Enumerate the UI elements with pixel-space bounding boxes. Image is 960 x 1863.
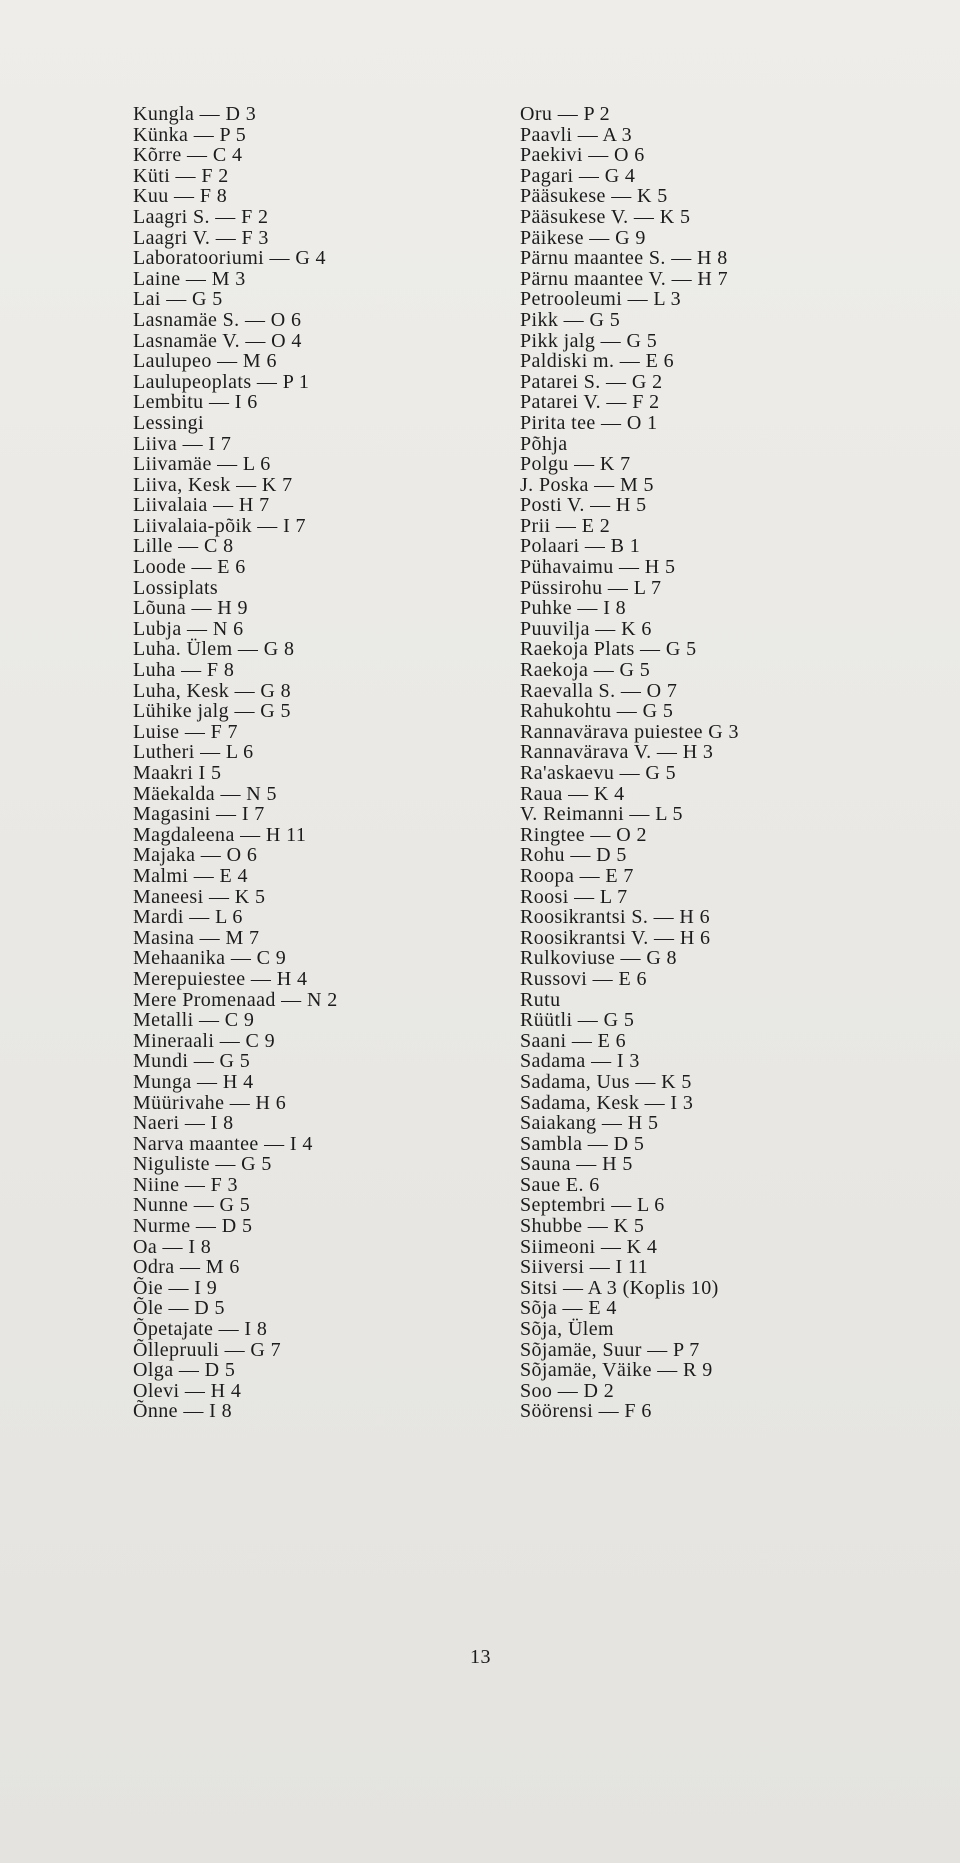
street-index-entry: Puuvilja — K 6 (520, 617, 652, 640)
street-index-entry: Pärnu maantee S. — H 8 (520, 247, 728, 270)
street-index-entry: Polgu — K 7 (520, 453, 631, 476)
street-index-entry: Pääsukese V. — K 5 (520, 205, 691, 228)
street-index-entry: Luha — F 8 (133, 659, 235, 682)
street-index-entry: Sauna — H 5 (520, 1153, 633, 1176)
street-index-entry: Kuu — F 8 (133, 185, 228, 208)
street-index-entry: Lai — G 5 (133, 288, 223, 311)
street-index-entry: Pääsukese — K 5 (520, 185, 668, 208)
street-index-entry: Lessingi (133, 411, 204, 434)
street-index-entry: Lossiplats (133, 576, 219, 599)
street-index-entry: Sõjamäe, Väike — R 9 (520, 1359, 713, 1382)
street-index-entry: Roopa — E 7 (520, 864, 634, 887)
street-index-entry: Merepuiestee — H 4 (133, 967, 308, 990)
street-index-entry: Põhja (520, 432, 568, 455)
street-index-entry: Mineraali — C 9 (133, 1029, 276, 1052)
street-index-entry: Rüütli — G 5 (520, 1009, 635, 1032)
street-index-entry: Petrooleumi — L 3 (520, 288, 682, 311)
street-index-entry: Õnne — I 8 (133, 1400, 232, 1423)
street-index-entry: Sadama — I 3 (520, 1050, 640, 1073)
street-index-entry: Kungla — D 3 (133, 103, 257, 125)
street-index-entry: Lubja — N 6 (133, 617, 244, 640)
street-index-entry: Laine — M 3 (133, 267, 246, 290)
street-index-entry: Küti — F 2 (133, 164, 229, 187)
street-index-entry: Narva maantee — I 4 (133, 1132, 313, 1155)
street-index-entry: Püssirohu — L 7 (520, 576, 662, 599)
street-index-entry: Oru — P 2 (520, 103, 611, 125)
street-index-entry: Masina — M 7 (133, 926, 260, 949)
street-index-entry: Magdaleena — H 11 (133, 823, 307, 846)
street-index-entry: Laulupeo — M 6 (133, 350, 277, 373)
street-index-entry: Ra'askaevu — G 5 (520, 762, 677, 784)
street-index-entry: Oa — I 8 (133, 1235, 212, 1258)
street-index-entry: Söörensi — F 6 (520, 1400, 652, 1423)
street-index-entry: Loode — E 6 (133, 556, 246, 579)
street-index-entry: Soo — D 2 (520, 1379, 615, 1402)
street-index-entry: Mardi — L 6 (133, 906, 243, 929)
street-index-entry: Laagri V. — F 3 (133, 226, 269, 249)
street-index-entry: Munga — H 4 (133, 1070, 254, 1093)
street-index-entry: Pikk jalg — G 5 (520, 329, 658, 352)
street-index-entry: Luha, Kesk — G 8 (133, 679, 292, 702)
street-index-entry: Lutheri — L 6 (133, 741, 254, 764)
street-index-entry: Polaari — B 1 (520, 535, 641, 558)
street-index-entry: Pühavaimu — H 5 (520, 556, 676, 579)
street-index-entry: Niguliste — G 5 (133, 1153, 272, 1176)
street-index-entry: Metalli — C 9 (133, 1009, 255, 1032)
street-index-entry: Rutu (520, 988, 561, 1011)
street-index-entry: Luha. Ülem — G 8 (133, 638, 295, 661)
street-index-entry: Liiva, Kesk — K 7 (133, 473, 293, 496)
street-index-entry: Õle — D 5 (133, 1297, 225, 1320)
street-index-entry: Sõja, Ülem (520, 1318, 614, 1341)
street-index-entry: Puhke — I 8 (520, 597, 627, 620)
street-index-entry: Paldiski m. — E 6 (520, 350, 675, 373)
street-index-entry: Rulkoviuse — G 8 (520, 947, 677, 970)
street-index-entry: Maneesi — K 5 (133, 885, 266, 908)
street-index-entry: Roosikrantsi V. — H 6 (520, 926, 711, 949)
street-index-entry: Sadama, Kesk — I 3 (520, 1091, 694, 1114)
street-index-entry: Russovi — E 6 (520, 967, 647, 990)
street-index-entry: Nurme — D 5 (133, 1215, 253, 1238)
street-index-entry: Mäekalda — N 5 (133, 782, 277, 805)
street-index-entry: Laboratooriumi — G 4 (133, 247, 326, 270)
street-index-entry: Paavli — A 3 (520, 123, 633, 146)
street-index-entry: Lille — C 8 (133, 535, 234, 558)
street-index-entry: Pärnu maantee V. — H 7 (520, 267, 729, 290)
street-index-entry: Olga — D 5 (133, 1359, 236, 1382)
street-index-entry: Kõrre — C 4 (133, 144, 243, 167)
street-index-entry: Roosikrantsi S. — H 6 (520, 906, 711, 929)
street-index-entry: Nunne — G 5 (133, 1194, 251, 1217)
street-index-entry: Lasnamäe V. — O 4 (133, 329, 302, 352)
street-index-entry: Patarei V. — F 2 (520, 391, 660, 414)
left-street-column (133, 104, 453, 1422)
street-index-entry: Künka — P 5 (133, 123, 247, 146)
street-index-entry: Raua — K 4 (520, 782, 625, 805)
right-street-column (520, 104, 940, 1422)
street-index-entry: Sõjamäe, Suur — P 7 (520, 1338, 700, 1361)
street-index-entry: Luise — F 7 (133, 720, 238, 743)
street-index-entry: Shubbe — K 5 (520, 1215, 645, 1238)
street-index-entry: Septembri — L 6 (520, 1194, 665, 1217)
street-index-entry: Odra — M 6 (133, 1256, 240, 1279)
street-index-entry: V. Reimanni — L 5 (520, 803, 683, 826)
street-index-entry: Raekoja — G 5 (520, 659, 651, 682)
street-index-entry: Lühike jalg — G 5 (133, 700, 291, 723)
street-index-entry: Pirita tee — O 1 (520, 411, 658, 434)
street-index-entry: Malmi — E 4 (133, 864, 248, 887)
street-index-entry: Lõuna — H 9 (133, 597, 248, 620)
street-index-entry: Rahukohtu — G 5 (520, 700, 674, 723)
street-index-entry: Sitsi — A 3 (Koplis 10) (520, 1276, 719, 1299)
street-index-entry: Liivalaia — H 7 (133, 494, 270, 517)
street-index-entry: Mundi — G 5 (133, 1050, 251, 1073)
street-index-entry: Õie — I 9 (133, 1276, 218, 1299)
street-index-entry: Liivalaia-põik — I 7 (133, 514, 306, 537)
street-index-entry: Ringtee — O 2 (520, 823, 647, 846)
street-index-entry: Saue E. 6 (520, 1173, 600, 1196)
street-index-entry: Magasini — I 7 (133, 803, 265, 826)
street-index-entry: Majaka — O 6 (133, 844, 258, 867)
street-index-entry: Rannavärava puiestee G 3 (520, 720, 739, 743)
street-index-entry: Pikk — G 5 (520, 308, 621, 331)
street-index-entry: Laulupeoplats — P 1 (133, 370, 310, 393)
street-index-entry: Saiakang — H 5 (520, 1112, 659, 1135)
street-index-entry: Posti V. — H 5 (520, 494, 647, 517)
street-index-entry: Laagri S. — F 2 (133, 205, 269, 228)
street-index-entry: Sõja — E 4 (520, 1297, 617, 1320)
street-index-entry: Roosi — L 7 (520, 885, 628, 908)
street-index-entry: Paekivi — O 6 (520, 144, 645, 167)
street-index-entry: Siimeoni — K 4 (520, 1235, 658, 1258)
street-index-entry: Õllepruuli — G 7 (133, 1338, 282, 1361)
street-index-entry: Sadama, Uus — K 5 (520, 1070, 692, 1093)
street-index-entry: Pagari — G 4 (520, 164, 636, 187)
street-index-entry: Sambla — D 5 (520, 1132, 645, 1155)
street-index-entry: Patarei S. — G 2 (520, 370, 663, 393)
street-index-entry: Siiversi — I 11 (520, 1256, 649, 1279)
page-number: 13 (470, 1646, 491, 1668)
street-index-entry: Lembitu — I 6 (133, 391, 258, 414)
street-index-entry: Niine — F 3 (133, 1173, 238, 1196)
street-index-entry: Maakri I 5 (133, 762, 222, 784)
street-index-entry: Mere Promenaad — N 2 (133, 988, 338, 1011)
street-index-entry: Raekoja Plats — G 5 (520, 638, 697, 661)
street-index-entry: Olevi — H 4 (133, 1379, 242, 1402)
street-index-entry: Päikese — G 9 (520, 226, 646, 249)
street-index-entry: Raevalla S. — O 7 (520, 679, 678, 702)
street-index-entry: Prii — E 2 (520, 514, 611, 537)
street-index-entry: Naeri — I 8 (133, 1112, 234, 1135)
street-index-entry: Liiva — I 7 (133, 432, 232, 455)
street-index-entry: J. Poska — M 5 (520, 473, 654, 496)
street-index-entry: Müürivahe — H 6 (133, 1091, 287, 1114)
street-index-entry: Saani — E 6 (520, 1029, 627, 1052)
street-index-entry: Lasnamäe S. — O 6 (133, 308, 302, 331)
street-index-entry: Liivamäe — L 6 (133, 453, 271, 476)
street-index-entry: Rohu — D 5 (520, 844, 627, 867)
street-index-entry: Mehaanika — C 9 (133, 947, 287, 970)
street-index-entry: Õpetajate — I 8 (133, 1318, 268, 1341)
street-index-entry: Rannavärava V. — H 3 (520, 741, 714, 764)
